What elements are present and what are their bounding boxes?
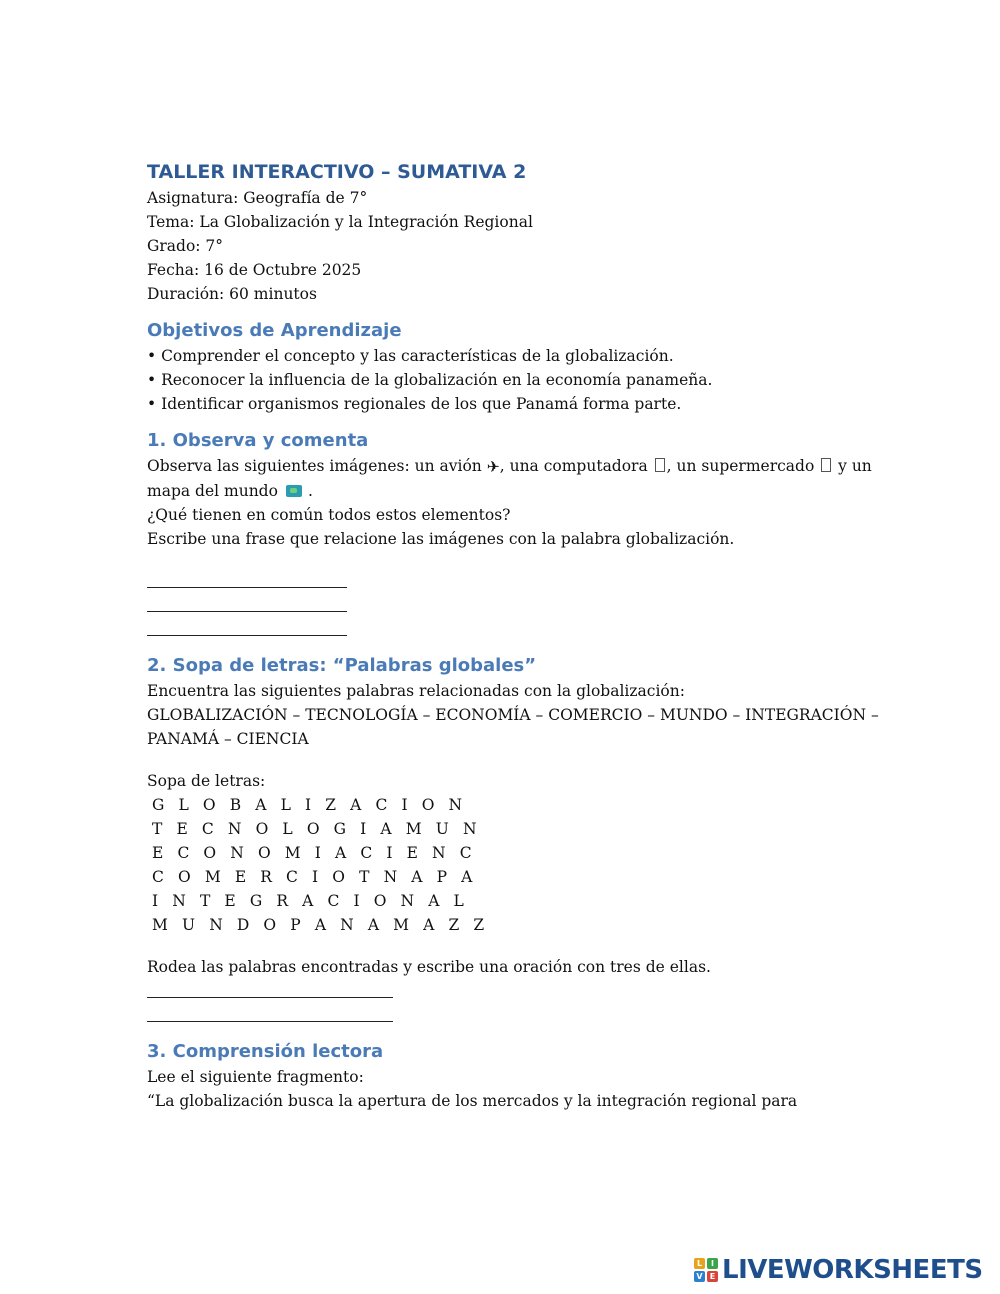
grid-row[interactable]: I N T E G R A C I O N A L: [152, 892, 469, 910]
logo-letter: V: [694, 1271, 705, 1282]
section3-heading: 3. Comprensión lectora: [147, 1041, 384, 1062]
logo-letter: E: [707, 1271, 718, 1282]
worksheet: [147, 158, 879, 1113]
observe-text: , una computadora: [499, 457, 653, 475]
grid-row[interactable]: M U N D O P A N A M A Z Z: [152, 916, 489, 934]
section2-intro: Encuentra las siguientes palabras relacionadas con la globalización:: [147, 682, 685, 700]
section2-instruction: Rodea las palabras encontradas y escribe una oración con tres de ellas.: [147, 958, 711, 976]
answer-line[interactable]: [147, 617, 867, 641]
section1-observe-line: [147, 454, 872, 479]
computer-icon: [655, 458, 665, 472]
objectives-heading: Objetivos de Aprendizaje: [147, 320, 402, 341]
info-duration: Duración: 60 minutos: [147, 285, 317, 303]
liveworksheets-logo: [694, 1255, 983, 1285]
grid-row[interactable]: E C O N O M I A C I E N C: [152, 844, 477, 862]
logo-letter: I: [707, 1258, 718, 1269]
observe-text: mapa del mundo: [147, 482, 278, 500]
answer-line[interactable]: [147, 593, 867, 617]
info-topic: Tema: La Globalización y la Integración Regional: [147, 213, 533, 231]
objective-item: • Identificar organismos regionales de los que Panamá forma parte.: [147, 395, 682, 413]
section2-words: PANAMÁ – CIENCIA: [147, 730, 309, 748]
section1-map-line: [147, 479, 867, 503]
section1-heading: 1. Observa y comenta: [147, 430, 369, 451]
objective-item: • Comprender el concepto y las características de la globalización.: [147, 347, 674, 365]
logo-text: LIVEWORKSHEETS: [722, 1255, 983, 1285]
plane-icon: ✈: [486, 458, 500, 476]
section2-heading: 2. Sopa de letras: “Palabras globales”: [147, 655, 537, 676]
logo-blocks-icon: [694, 1258, 718, 1282]
word-search-grid[interactable]: [147, 793, 867, 937]
observe-text: y un: [833, 457, 872, 475]
observe-text: , un supermercado: [666, 457, 820, 475]
info-date: Fecha: 16 de Octubre 2025: [147, 261, 362, 279]
section1-instruction: Escribe una frase que relacione las imágenes con la palabra globalización.: [147, 530, 735, 548]
info-grade: Grado: 7°: [147, 237, 224, 255]
world-map-icon: [286, 485, 302, 497]
grid-row[interactable]: T E C N O L O G I A M U N: [152, 820, 482, 838]
answer-line[interactable]: [147, 979, 867, 1003]
answer-line[interactable]: [147, 1003, 867, 1027]
objective-item: • Reconocer la influencia de la globalización en la economía panameña.: [147, 371, 713, 389]
section3-intro: Lee el siguiente fragmento:: [147, 1068, 364, 1086]
observe-text: .: [307, 482, 313, 500]
observe-text: Observa las siguientes imágenes: un avión: [147, 457, 487, 475]
word-search-label: Sopa de letras:: [147, 772, 266, 790]
grid-row[interactable]: C O M E R C I O T N A P A: [152, 868, 477, 886]
section3-fragment: “La globalización busca la apertura de los mercados y la integración regional para: [147, 1092, 798, 1110]
logo-letter: L: [694, 1258, 705, 1269]
supermarket-icon: [821, 458, 831, 472]
section2-words: GLOBALIZACIÓN – TECNOLOGÍA – ECONOMÍA – COMERCIO – MUNDO – INTEGRACIÓN –: [147, 706, 879, 724]
grid-row[interactable]: G L O B A L I Z A C I O N: [152, 796, 467, 814]
info-subject: Asignatura: Geografía de 7°: [147, 189, 368, 207]
page-title: TALLER INTERACTIVO – SUMATIVA 2: [147, 161, 527, 183]
answer-line[interactable]: [147, 569, 867, 593]
section1-question: ¿Qué tienen en común todos estos elementos?: [147, 506, 511, 524]
